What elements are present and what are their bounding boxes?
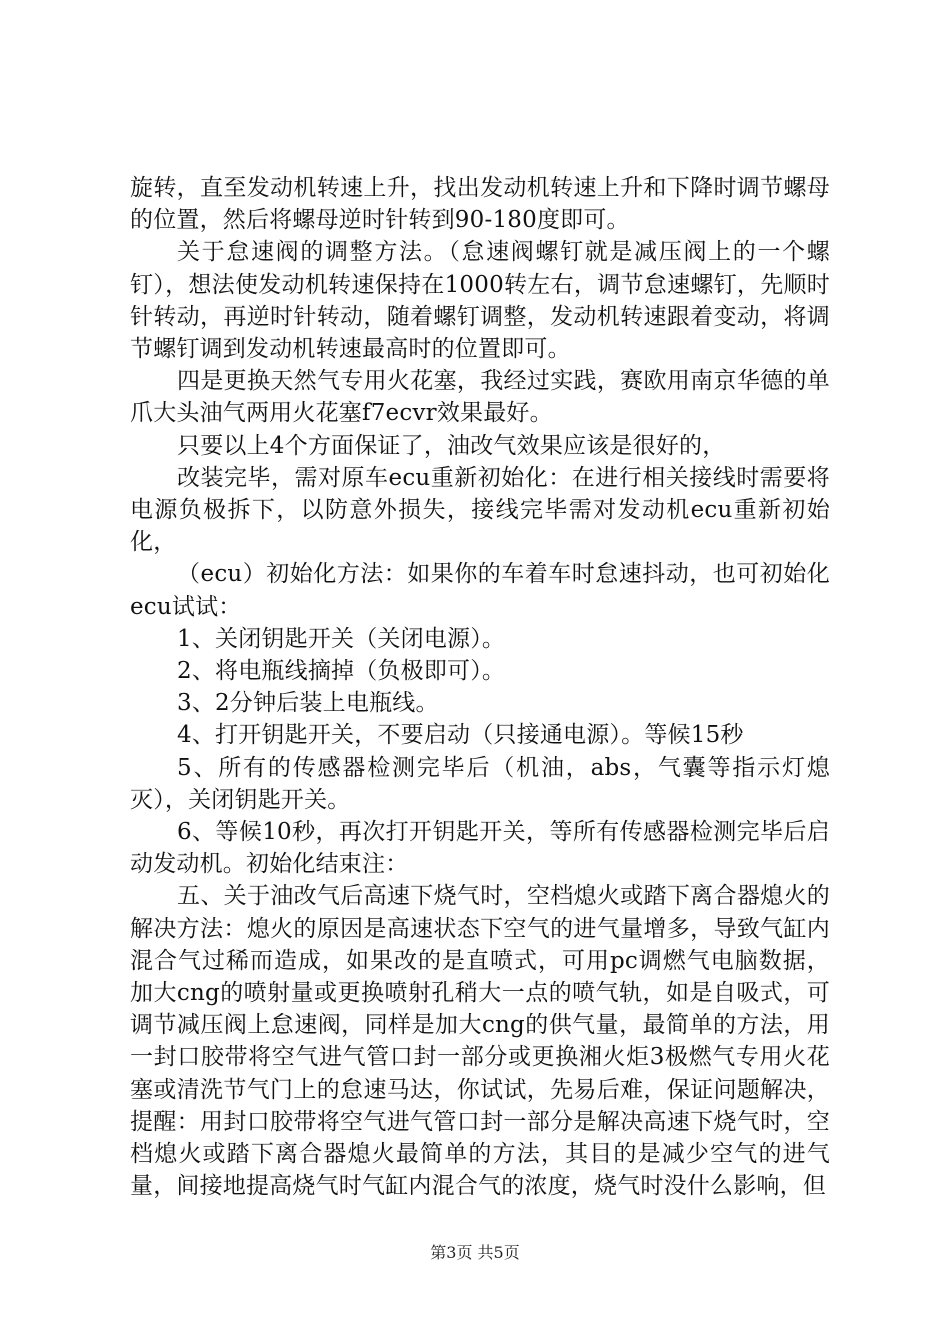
list-item-step-4: 4、打开钥匙开关，不要启动（只接通电源）。等候15秒: [177, 722, 744, 749]
list-item-step-2: 2、将电瓶线摘掉（负极即可）。: [177, 658, 506, 685]
list-item-step-3: 3、2分钟后装上电瓶线。: [177, 690, 439, 717]
paragraph-2: 关于怠速阀的调整方法。（怠速阀螺钉就是减压阀上的一个螺钉），想法使发动机转速保持在1000转左右，调节怠速螺钉，先顺时针转动，再逆时针转动，随着螺钉调整，发动机转速跟着变动，将调节螺钉调到发动机转速最高时的位置即可。: [130, 239, 830, 363]
paragraph-3: 四是更换天然气专用火花塞，我经过实践，赛欧用南京华德的单爪大头油气两用火花塞f7ecvr效果最好。: [130, 368, 830, 427]
paragraph-4: 只要以上4个方面保证了，油改气效果应该是很好的，: [177, 432, 726, 459]
paragraph-section-5: 五、关于油改气后高速下烧气时，空档熄火或踏下离合器熄火的解决方法：熄火的原因是高速状态下空气的进气量增多，导致气缸内混合气过稀而造成，如果改的是直喷式，可用pc调燃气电脑数据，加大cng的喷射量或更换喷射孔稍大一点的喷气轨，如是自吸式，可调节减压阀上怠速阀，同样是加大cng的供气量，最简单的方法，用一封口胶带将空气进气管口封一部分或更换湘火炬3极燃气专用火花塞或清洗节气门上的怠速马达，你试试，先易后难，保证问题解决，提醒：用封口胶带将空气进气管口封一部分是解决高速下烧气时，空档熄火或踏下离合器熄火最简单的方法，其目的是减少空气的进气量，间接地提高烧气时气缸内混合气的浓度，烧气时没什么影响，但: [130, 883, 830, 1200]
list-item-step-6: 6、等候10秒，再次打开钥匙开关，等所有传感器检测完毕后启动发动机。初始化结束注：: [130, 819, 830, 878]
page-footer: 第3页 共5页: [430, 1243, 520, 1262]
list-item-step-5: 5、所有的传感器检测完毕后（机油，abs，气囊等指示灯熄灭），关闭钥匙开关。: [130, 754, 830, 813]
document-body: [130, 172, 830, 1203]
paragraph-5: 改装完毕，需对原车ecu重新初始化：在进行相关接线时需要将电源负极拆下，以防意外损失，接线完毕需对发动机ecu重新初始化，: [130, 464, 830, 556]
paragraph-6: （ecu）初始化方法：如果你的车着车时怠速抖动，也可初始化ecu试试：: [130, 561, 830, 620]
list-item-step-1: 1、关闭钥匙开关（关闭电源）。: [177, 625, 506, 652]
paragraph-1: 旋转，直至发动机转速上升，找出发动机转速上升和下降时调节螺母的位置，然后将螺母逆时针转到90-180度即可。: [130, 175, 830, 234]
